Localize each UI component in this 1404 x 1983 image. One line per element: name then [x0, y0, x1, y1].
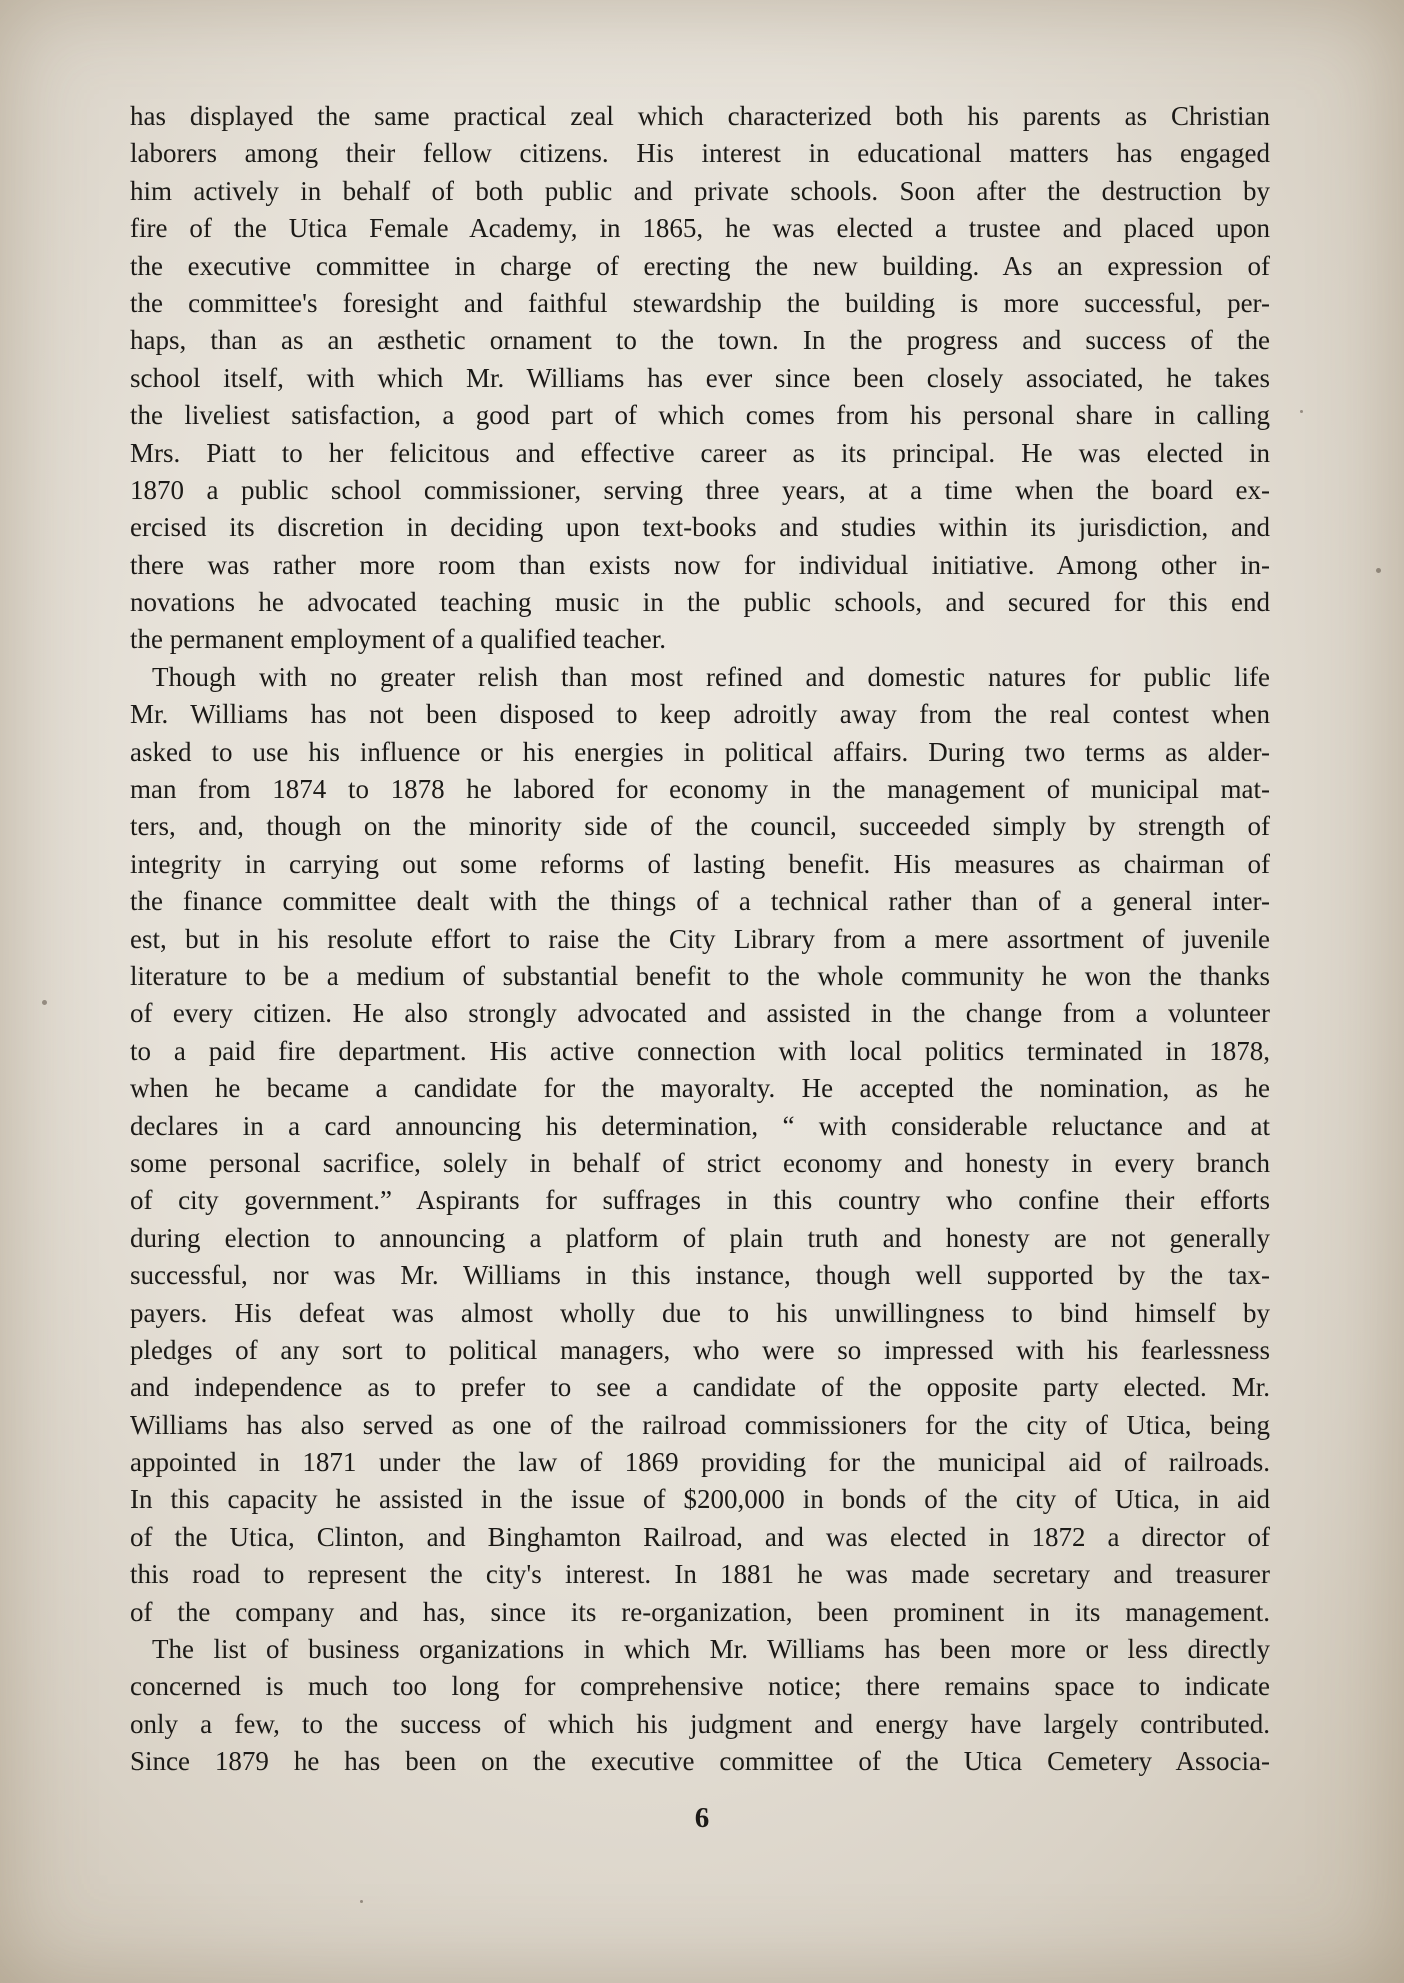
text-line: Mr. Williams has not been disposed to keep adroitly away from the real contest when [130, 699, 1270, 730]
text-line: Though with no greater relish than most refined and domestic natures for public life [152, 661, 1270, 692]
text-line: appointed in 1871 under the law of 1869 providing for the municipal aid of railroads. [130, 1447, 1270, 1478]
paragraph [130, 1631, 1270, 1781]
text-line: est, but in his resolute effort to raise the City Library from a mere assortment of juvenile [130, 923, 1270, 954]
text-line: fire of the Utica Female Academy, in 1865, he was elected a trustee and placed upon [130, 213, 1270, 244]
text-line: the committee's foresight and faithful stewardship the building is more successful, per- [130, 287, 1270, 318]
text-line: there was rather more room than exists now for individual initiative. Among other in- [130, 549, 1270, 580]
text-line: declares in a card announcing his determination, “ with considerable reluctance and at [130, 1110, 1270, 1141]
text-line: him actively in behalf of both public and private schools. Soon after the destruction by [130, 175, 1270, 206]
ink-speck [1376, 568, 1381, 573]
ink-speck [360, 1900, 363, 1903]
text-line: this road to represent the city's interest. In 1881 he was made secretary and treasurer [130, 1559, 1270, 1590]
text-line: of the company and has, since its re-organization, been prominent in its management. [130, 1596, 1270, 1627]
text-line: Mrs. Piatt to her felicitous and effective career as its principal. He was elected in [130, 437, 1270, 468]
text-line: to a paid fire department. His active connection with local politics terminated in 1878, [130, 1035, 1270, 1066]
text-line: ters, and, though on the minority side of the council, succeeded simply by strength of [130, 811, 1270, 842]
text-line: man from 1874 to 1878 he labored for economy in the management of municipal mat- [130, 774, 1270, 805]
text-line: literature to be a medium of substantial benefit to the whole community he won the thanks [130, 960, 1270, 991]
text-line: and independence as to prefer to see a candidate of the opposite party elected. Mr. [130, 1372, 1270, 1403]
text-line: only a few, to the success of which his judgment and energy have largely contributed. [130, 1708, 1270, 1739]
text-line: novations he advocated teaching music in the public schools, and secured for this end [130, 587, 1270, 618]
text-line: laborers among their fellow citizens. His interest in educational matters has engaged [130, 138, 1270, 169]
text-line: In this capacity he assisted in the issue of $200,000 in bonds of the city of Utica, in aid [130, 1484, 1270, 1515]
ink-speck [1300, 410, 1303, 413]
text-line: The list of business organizations in which Mr. Williams has been more or less directly [152, 1634, 1270, 1665]
text-line: has displayed the same practical zeal which characterized both his parents as Christian [130, 101, 1270, 131]
text-line: some personal sacrifice, solely in behalf of strict economy and honesty in every branch [130, 1147, 1270, 1178]
text-line: Williams has also served as one of the railroad commissioners for the city of Utica, being [130, 1409, 1270, 1440]
text-line: integrity in carrying out some reforms of lasting benefit. His measures as chairman of [130, 848, 1270, 879]
text-line: 1870 a public school commissioner, serving three years, at a time when the board ex- [130, 474, 1270, 505]
text-line: successful, nor was Mr. Williams in this instance, though well supported by the tax- [130, 1260, 1270, 1291]
text-line: payers. His defeat was almost wholly due to his unwillingness to bind himself by [130, 1297, 1270, 1328]
text-line: school itself, with which Mr. Williams has ever since been closely associated, he takes [130, 362, 1270, 393]
text-line: ercised its discretion in deciding upon text-books and studies within its jurisdiction, and [130, 512, 1270, 543]
paragraph [130, 659, 1270, 1631]
ink-speck [42, 1000, 47, 1005]
page-number: 6 [694, 1802, 710, 1834]
body-text [130, 98, 1270, 1781]
text-line: the executive committee in charge of erecting the new building. As an expression of [130, 250, 1270, 281]
text-line: of city government.” Aspirants for suffrages in this country who confine their efforts [130, 1185, 1270, 1216]
text-line: pledges of any sort to political managers, who were so impressed with his fearlessness [130, 1334, 1270, 1365]
text-line: during election to announcing a platform of plain truth and honesty are not generally [130, 1222, 1270, 1253]
text-line: when he became a candidate for the mayoralty. He accepted the nomination, as he [130, 1073, 1270, 1104]
text-line: the permanent employment of a qualified teacher. [130, 624, 667, 655]
text-line: asked to use his influence or his energies in political affairs. During two terms as alder- [130, 736, 1270, 767]
text-line: the liveliest satisfaction, a good part of which comes from his personal share in calling [130, 400, 1270, 431]
text-line: Since 1879 he has been on the executive committee of the Utica Cemetery Associa- [130, 1746, 1270, 1777]
paragraph [130, 98, 1270, 659]
text-line: haps, than as an æsthetic ornament to the town. In the progress and success of the [130, 325, 1270, 356]
text-line: concerned is much too long for comprehensive notice; there remains space to indicate [130, 1671, 1270, 1702]
text-line: of the Utica, Clinton, and Binghamton Railroad, and was elected in 1872 a director of [130, 1521, 1270, 1552]
text-line: the finance committee dealt with the things of a technical rather than of a general inter- [130, 886, 1270, 917]
text-line: of every citizen. He also strongly advocated and assisted in the change from a volunteer [130, 998, 1270, 1029]
